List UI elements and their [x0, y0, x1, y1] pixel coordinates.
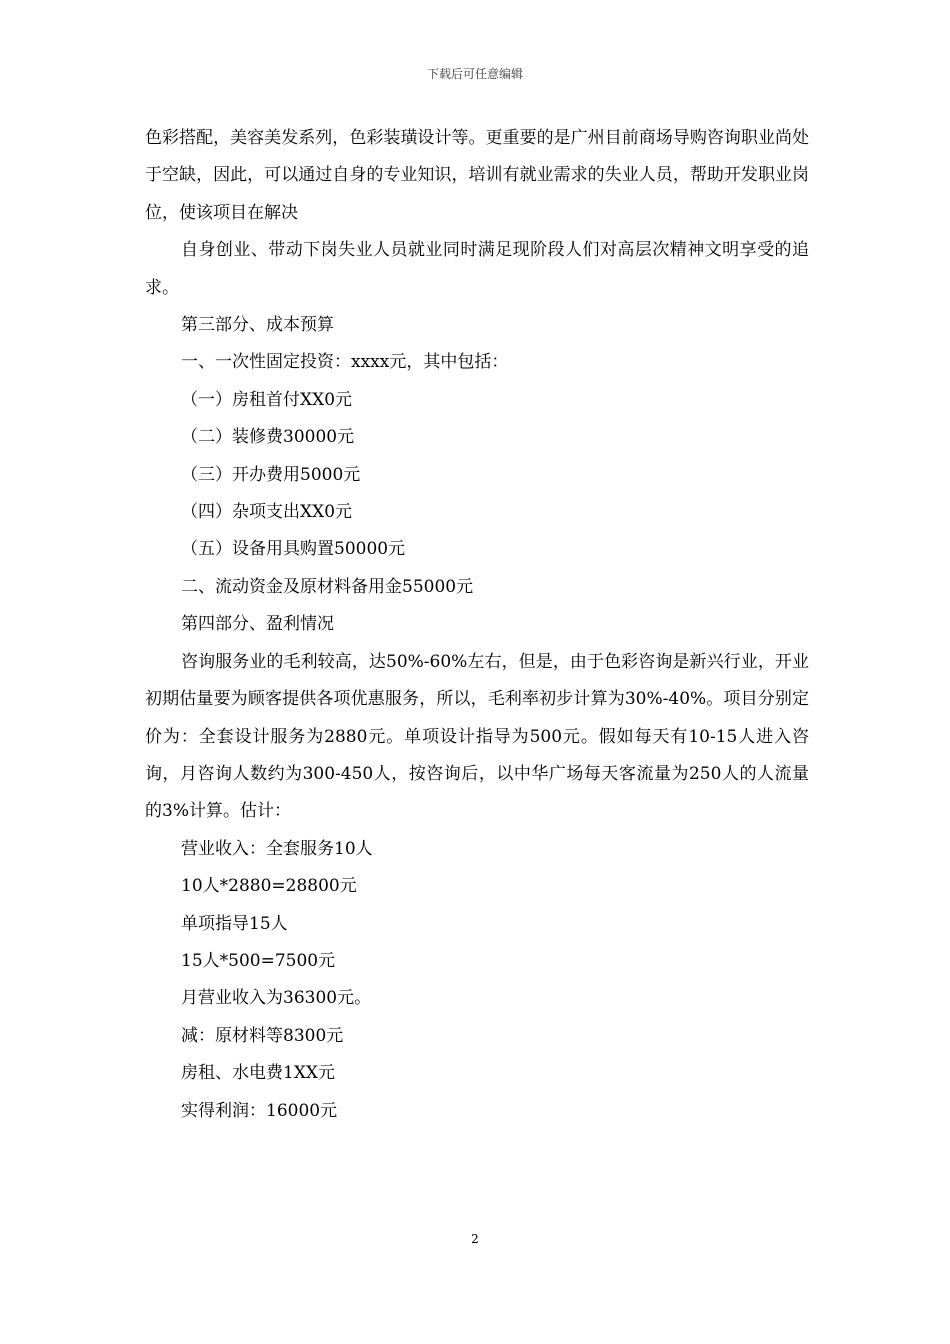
list-item: 月营业收入为36300元。 [181, 988, 372, 1009]
list-item: 房租、水电费1XX元 [181, 1063, 336, 1084]
list-item: （三）开办费用5000元 [181, 464, 361, 485]
paragraph: 色彩搭配，美容美发系列，色彩装璜设计等。更重要的是广州目前商场导购咨询职业尚处于空缺，因此，可以通过自身的专业知识，培训有就业需求的失业人员，帮助开发职业岗位，使该项目在解决 [145, 128, 809, 223]
section-heading: 第四部分、盈利情况 [181, 614, 334, 635]
paragraph: 自身创业、带动下岗失业人员就业同时满足现阶段人们对高层次精神文明享受的追求。 [145, 240, 809, 298]
page-number: 2 [471, 1232, 479, 1246]
document-body [145, 120, 809, 1130]
list-item: 二、流动资金及原材料备用金55000元 [181, 576, 474, 597]
list-item: 一、一次性固定投资：xxxx元，其中包括： [181, 352, 509, 373]
list-item: （一）房租首付XX0元 [181, 389, 353, 410]
page-header: 下载后可任意编辑 [426, 67, 523, 81]
list-item: 减：原材料等8300元 [181, 1025, 344, 1046]
list-item: 营业收入：全套服务10人 [181, 838, 373, 859]
list-item: （五）设备用具购置50000元 [181, 539, 406, 560]
list-item: 实得利润：16000元 [181, 1100, 338, 1121]
list-item: 单项指导15人 [181, 913, 288, 934]
list-item: 15人*500=7500元 [181, 950, 336, 971]
section-heading: 第三部分、成本预算 [181, 315, 334, 336]
list-item: 10人*2880=28800元 [181, 876, 357, 897]
list-item: （二）装修费30000元 [181, 427, 355, 448]
list-item: （四）杂项支出XX0元 [181, 502, 353, 523]
paragraph: 咨询服务业的毛利较高，达50%-60%左右，但是，由于色彩咨询是新兴行业，开业初期估量要为顾客提供各项优惠服务，所以，毛利率初步计算为30%-40%。项目分别定价为：全套设计服务为2880元。单项设计指导为500元。假如每天有10-15人进入咨询，月咨询人数约为300-450人，按咨询后，以中华广场每天客流量为250人的人流量的3%计算。估计： [145, 651, 809, 822]
